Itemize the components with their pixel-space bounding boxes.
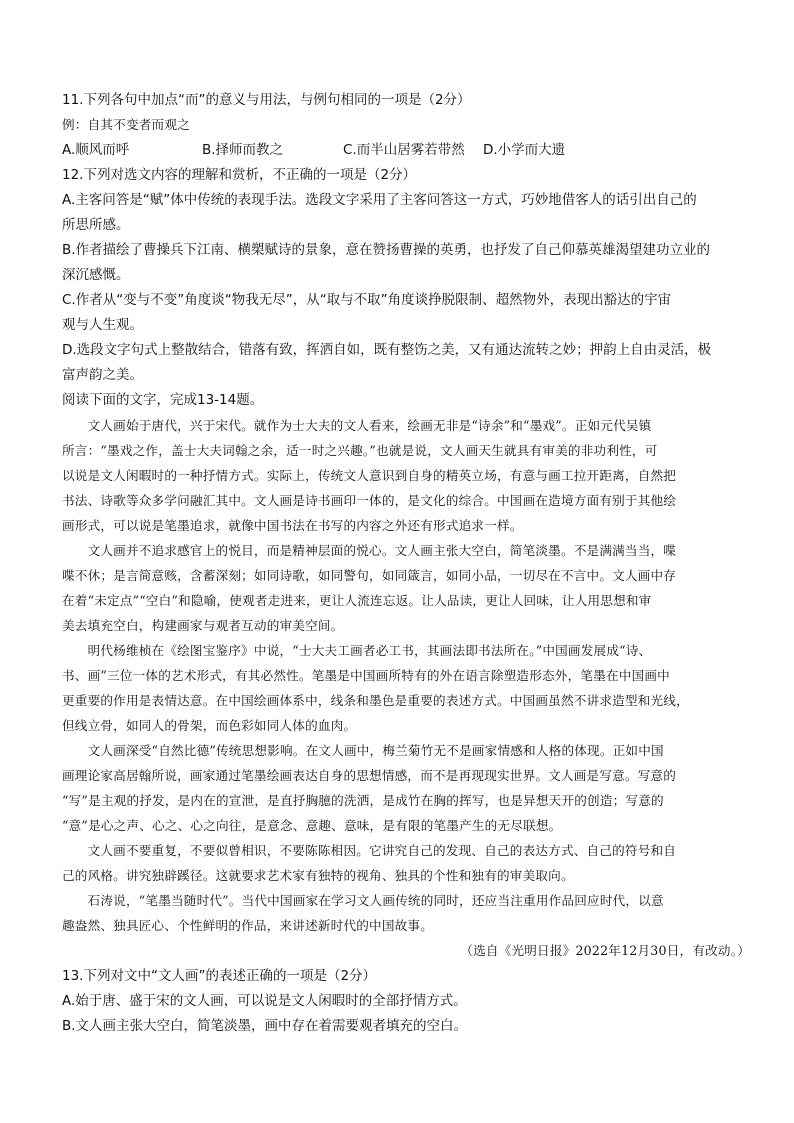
q11-option-c: C.而半山居雾若带然 bbox=[343, 142, 465, 158]
q11-option-a: A.顺风而呼 bbox=[62, 142, 130, 158]
passage-line: 文人画不要重复，不要似曾相识，不要陈陈相因。它讲究自己的发现、自己的表达方式、自己的符号和自 bbox=[62, 843, 677, 858]
q11-stem: 11.下列各句中加点“而”的意义与用法，与例句相同的一项是（2分） bbox=[62, 92, 471, 108]
q12-line: B.作者描绘了曹操兵下江南、横槊赋诗的景象，意在赞扬曹操的英勇，也抒发了自己仰慕英雄渴望建功立业的 bbox=[62, 242, 711, 258]
passage-line: 画理论家高居翰所说，画家通过笔墨绘画表达自身的思想情感，而不是再现现实世界。文人画是写意。写意的 bbox=[62, 768, 677, 783]
q11-example: 例：自其不变者而观之 bbox=[62, 117, 190, 132]
passage-line: 喋不休；是言简意赅，含蓄深刻；如同诗歌，如同警句，如同箴言，如同小品，一切尽在不言中。文人画中存 bbox=[62, 568, 677, 583]
q12-line: 观与人生观。 bbox=[62, 317, 143, 333]
passage-line: 画形式，可以说是笔墨追求，就像中国书法在书写的内容之外还有形式追求一样。 bbox=[62, 518, 523, 533]
passage-line: 书法、诗歌等众多学问融汇其中。文人画是诗书画印一体的，是文化的综合。中国画在造境方面有别于其他绘 bbox=[62, 493, 677, 508]
q12-line: 富声韵之美。 bbox=[62, 367, 143, 383]
q12-line: A.主客问答是“赋”体中传统的表现手法。选段文字采用了主客问答这一方式，巧妙地借客人的话引出自己的 bbox=[62, 192, 697, 208]
passage-line: 更重要的作用是表情达意。在中国绘画体系中，线条和墨色是重要的表述方式。中国画虽然不讲求造型和光线， bbox=[62, 693, 689, 708]
q12-line: C.作者从“变与不变”角度谈“物我无尽”，从“取与不取”角度谈挣脱限制、超然物外，表现出豁达的宇宙 bbox=[62, 292, 672, 308]
passage-source: （选自《光明日报》2022年12月30日，有改动。） bbox=[460, 943, 750, 958]
passage-line: 趣盎然、独具匠心、个性鲜明的作品，来讲述新时代的中国故事。 bbox=[62, 918, 434, 933]
q11-option-b: B.择师而教之 bbox=[202, 142, 284, 158]
q13-option-b: B.文人画主张大空白，简笔淡墨，画中存在着需要观者填充的空白。 bbox=[62, 1018, 468, 1034]
passage-line: 石涛说，“笔墨当随时代”。当代中国画家在学习文人画传统的同时，还应当注重用作品回应时代，以意 bbox=[62, 893, 664, 908]
passage-line: 在着“未定点”“空白”和隐喻，使观者走进来，更让人流连忘返。让人品读，更让人回味，让人用思想和审 bbox=[62, 593, 652, 608]
passage-line: 明代杨维桢在《绘图宝鉴序》中说，“士大夫工画者必工书，其画法即书法所在。”中国画发展成“诗、 bbox=[62, 643, 652, 658]
passage-line: “写”是主观的抒发，是内在的宣泄，是直抒胸臆的洗洒，是成竹在胸的挥写，也是异想天开的创造；写意的 bbox=[62, 793, 664, 808]
q11-option-d: D.小学而大遗 bbox=[483, 142, 566, 158]
passage-line: 文人画深受“自然比德”传统思想影响。在文人画中，梅兰菊竹无不是画家情感和人格的体现。正如中国 bbox=[62, 743, 664, 758]
passage-line: 文人画并不追求感官上的悦目，而是精神层面的悦心。文人画主张大空白，简笔淡墨。不是满满当当，喋 bbox=[62, 543, 677, 558]
passage-line: 但线立骨，如同人的骨架，而色彩如同人体的血肉。 bbox=[62, 718, 357, 733]
q12-line: 深沉感慨。 bbox=[62, 267, 130, 283]
passage-line: 所言：“墨戏之作，盖士大夫词翰之余，适一时之兴趣。”也就是说，文人画天生就具有审美的非功利性，可 bbox=[62, 443, 658, 458]
passage-line: 书、画”三位一体的艺术形式，有其必然性。笔墨是中国画所特有的外在语言除塑造形态外，笔墨在中国画中 bbox=[62, 668, 670, 683]
passage-line: “意”是心之声、心之、心之向往，是意念、意趣、意味，是有限的笔墨产生的无尽联想。 bbox=[62, 818, 562, 833]
q12-line: D.选段文字句式上整散结合，错落有致，挥洒自如，既有整饬之美，又有通达流转之妙；押韵上自由灵活，极 bbox=[62, 342, 712, 358]
passage-line: 文人画始于唐代，兴于宋代。就作为士大夫的文人看来，绘画无非是“诗余”和“墨戏”。正如元代吴镇 bbox=[62, 418, 652, 433]
reading-intro: 阅读下面的文字，完成13-14题。 bbox=[62, 392, 264, 408]
q13-option-a: A.始于唐、盛于宋的文人画，可以说是文人闲暇时的全部抒情方式。 bbox=[62, 993, 467, 1009]
passage-line: 美去填充空白，构建画家与观者互动的审美空间。 bbox=[62, 618, 344, 633]
q12-line: 所思所感。 bbox=[62, 217, 130, 233]
q12-stem: 12.下列对选文内容的理解和赏析，不正确的一项是（2分） bbox=[62, 167, 417, 183]
passage-line: 以说是文人闲暇时的一种抒情方式。实际上，传统文人意识到自身的精英立场，有意与画工拉开距离，自然把 bbox=[62, 468, 677, 483]
q13-stem: 13.下列对文中“文人画”的表述正确的一项是（2分） bbox=[62, 968, 377, 984]
passage-line: 己的风格。讲究独辟蹊径。这就要求艺术家有独特的视角、独具的个性和独有的审美取向。 bbox=[62, 868, 574, 883]
